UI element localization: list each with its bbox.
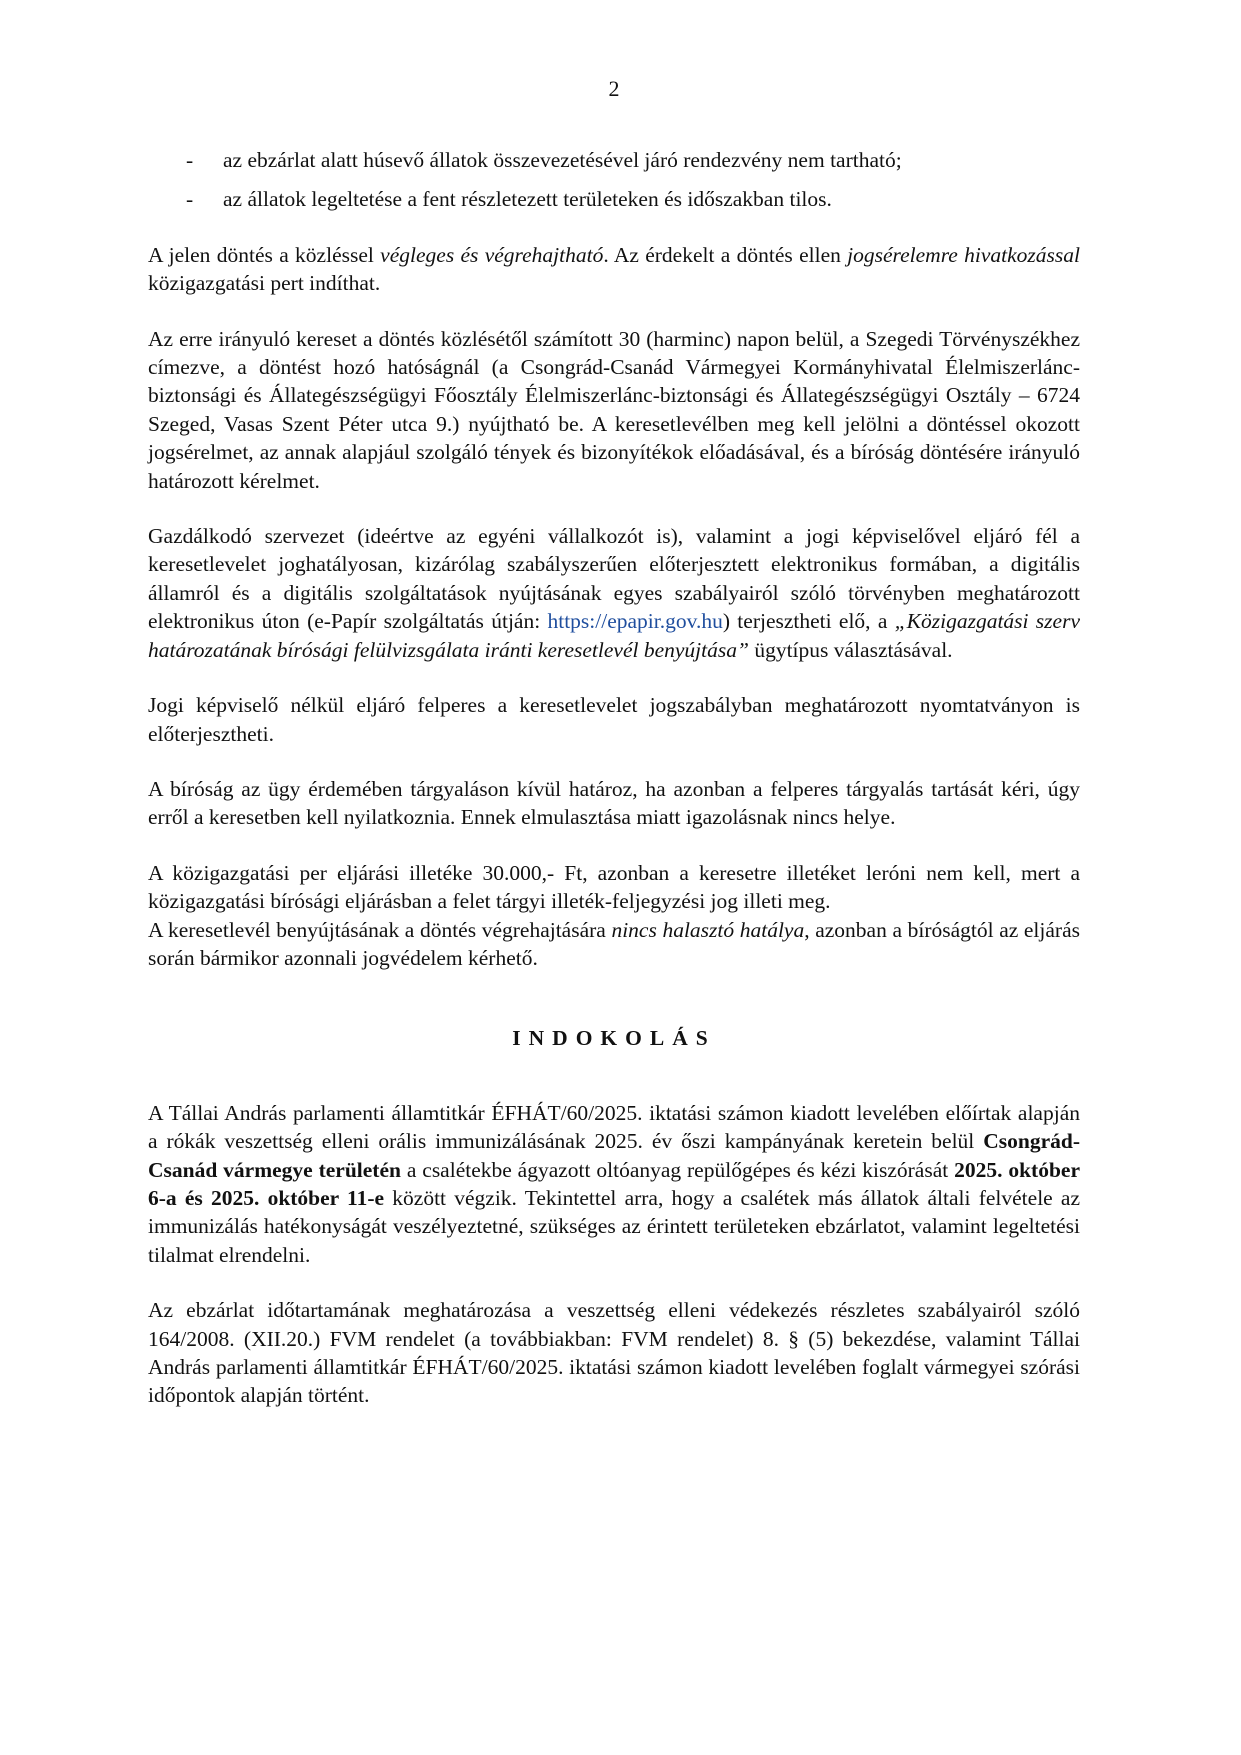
bold-county: Csongrád-Csanád vármegye területén bbox=[148, 1129, 1080, 1182]
page-number: 2 bbox=[608, 76, 620, 101]
text-run: ) terjesztheti elő, a bbox=[722, 609, 895, 634]
paragraph-lawsuit-filing: Az erre irányuló kereset a döntés közlésétől számított 30 (harminc) napon belül, a Szegedi Törvényszékhez címezve, a döntést hozó hatóságnál (a Csongrád-Csanád Vármegyei Kormányhivatal Élelmiszerlánc-biztonsági és Állategészségügyi Főosztály Élelmiszerlánc-biztonsági és Állategészségügyi Osztály – 6724 Szeged, Vasas Szent Péter utca 9.) nyújtható be. A keresetlevélben meg kell jelölni a döntéssel okozott jogsérelmet, az annak alapjául szolgáló tények és bizonyítékok előadásával, és a bíróság döntésére irányuló határozott kérelmet. bbox=[148, 326, 1080, 493]
list-item-text: az állatok legeltetése a fent részletezett területeken és időszakban tilos. bbox=[223, 187, 832, 212]
list-item bbox=[148, 146, 1080, 174]
text-run: A Tállai András parlamenti államtitkár ÉFHÁT/60/2025. iktatási számon kiadott levelében előírtak alapján a rókák veszettség elleni orális immunizálásának 2025. év őszi kampányának keretein belül bbox=[148, 1100, 1080, 1154]
text-run: ügytípus választásával. bbox=[748, 637, 953, 662]
section-heading-reasoning: INDOKOLÁS bbox=[512, 1026, 716, 1051]
paragraph-suspensive-effect bbox=[148, 916, 1080, 973]
dash-marker: - bbox=[186, 148, 194, 172]
list-item-text: az ebzárlat alatt húsevő állatok összevezetésével járó rendezvény nem tartható; bbox=[223, 148, 902, 172]
bold-dates: 2025. október 6-a és 2025. október 11-e bbox=[148, 1157, 1081, 1210]
text-run: . Az érdekelt a döntés ellen bbox=[603, 242, 848, 267]
list-item bbox=[148, 185, 1080, 213]
paragraph-finality bbox=[148, 241, 1080, 298]
emphasis-legal-grievance: jogsérelemre hivatkozással bbox=[847, 242, 1080, 267]
text-run: , azonban a bíróságtól az eljárás során bármikor azonnali jogvédelem kérhető. bbox=[148, 917, 1080, 970]
epapir-link[interactable]: https://epapir.gov.hu bbox=[547, 609, 723, 634]
emphasis-final-enforceable: végleges és végrehajtható bbox=[380, 242, 604, 267]
emphasis-case-type: „Közigazgatási szerv határozatának bírósági felülvizsgálata iránti keresetlevél benyújtása” bbox=[148, 609, 1080, 662]
paragraph-electronic-filing bbox=[148, 522, 1080, 664]
text-run: A jelen döntés a közléssel bbox=[148, 242, 381, 267]
text-run: közigazgatási pert indíthat. bbox=[148, 271, 381, 296]
text-run: a csalétekbe ágyazott oltóanyag repülőgépes és kézi kiszórását bbox=[400, 1157, 955, 1182]
paragraph-reasoning-campaign bbox=[148, 1099, 1080, 1269]
emphasis-no-suspension: nincs halasztó hatálya bbox=[611, 917, 805, 942]
paragraph-hearing: A bíróság az ügy érdemében tárgyaláson kívül határoz, ha azonban a felperes tárgyalás tartását kéri, úgy erről a keresetben kell nyilatkoznia. Ennek elmulasztása miatt igazolásnak nincs helye. bbox=[148, 776, 1080, 830]
text-run: A keresetlevél benyújtásának a döntés végrehajtására bbox=[148, 917, 612, 942]
paragraph-reasoning-legal-basis: Az ebzárlat időtartamának meghatározása a veszettség elleni védekezés részletes szabályairól szóló 164/2008. (XII.20.) FVM rendelet (a továbbiakban: FVM rendelet) 8. § (5) bekezdése, valamint Tállai András parlamenti államtitkár ÉFHÁT/60/2025. iktatási számon kiadott levelében foglalt vármegyei szórási időpontok alapján történt. bbox=[148, 1298, 1080, 1408]
dash-marker: - bbox=[186, 187, 194, 212]
document-body bbox=[148, 146, 1080, 1437]
text-run: között végzik. Tekintettel arra, hogy a csalétek más állatok általi felvétele az immunizálás hatékonyságát veszélyeztetné, szükséges az érintett területeken ebzárlatot, valamint legeltetési tilalmat elrendelni. bbox=[148, 1185, 1080, 1267]
restriction-list bbox=[148, 146, 1080, 214]
text-run: Gazdálkodó szervezet (ideértve az egyéni vállalkozót is), valamint a jogi képviselővel eljáró fél a keresetlevelet joghatályosan, kizárólag szabályszerűen előterjesztett elektronikus formában, a digitális államról és a digitális szolgáltatások nyújtásának egyes szabályairól szóló törvényben meghatározott elektronikus úton (e-Papír szolgáltatás útján: bbox=[148, 524, 1080, 634]
paragraph-fee: A közigazgatási per eljárási illetéke 30.000,- Ft, azonban a keresetre illetéket leróni nem kell, mert a közigazgatási bírósági eljárásban a felet tárgyi illeték-feljegyzési jog illeti meg. bbox=[148, 860, 1080, 914]
paragraph-no-representative: Jogi képviselő nélkül eljáró felperes a keresetlevelet jogszabályban meghatározott nyomtatványon is előterjesztheti. bbox=[148, 693, 1080, 746]
